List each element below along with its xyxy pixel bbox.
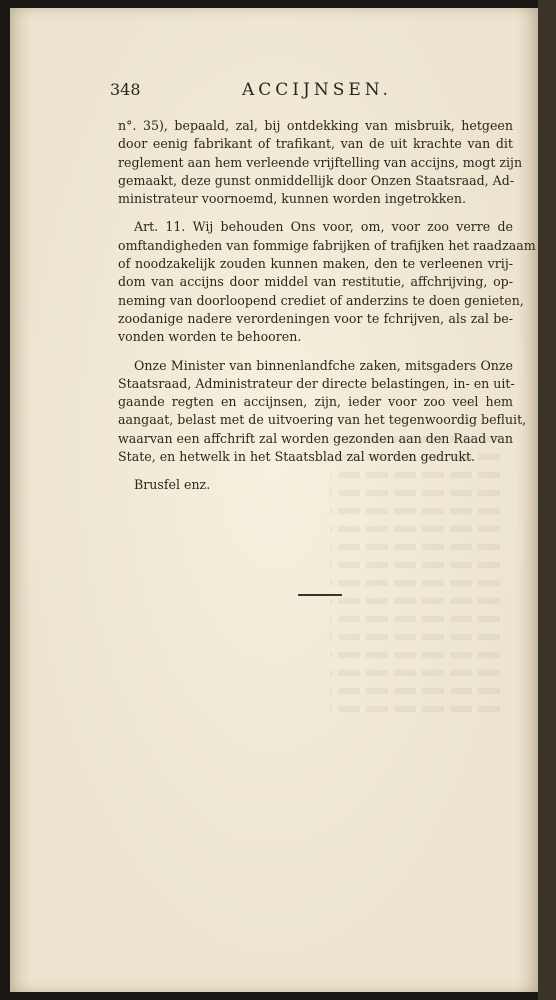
text-line: gaande regten en accijnsen, zijn, ieder voor zoo veel hem bbox=[118, 394, 513, 410]
closing-line: Brusfel enz. bbox=[134, 477, 211, 492]
scan-edge bbox=[538, 0, 556, 1000]
running-head: ACCIJNSEN. bbox=[242, 80, 392, 100]
paragraph-revocation bbox=[118, 117, 523, 208]
text-line: State, en hetwelk in het Staatsblad zal worden gedrukt. bbox=[118, 449, 476, 465]
text-line: omftandigheden van fommige fabrijken of trafijken het raadzaam bbox=[118, 237, 536, 253]
text-line: ministrateur voornoemd, kunnen worden ingetrokken. bbox=[118, 191, 466, 207]
text-line: Art. 11. Wij behouden Ons voor, om, voor zoo verre de bbox=[134, 219, 513, 235]
text-line: reglement aan hem verleende vrijftelling van accijns, mogt zijn bbox=[118, 154, 523, 170]
text-line: Onze Minister van binnenlandfche zaken, mitsgaders Onze bbox=[134, 357, 513, 373]
paragraph-article-11 bbox=[118, 218, 536, 346]
body-text bbox=[118, 117, 536, 476]
text-line: zoodanige nadere verordeningen voor te fchrijven, als zal be- bbox=[118, 310, 513, 326]
page-number: 348 bbox=[110, 80, 141, 99]
end-rule bbox=[298, 594, 342, 596]
text-line: dom van accijns door middel van restitutie, affchrijving, op- bbox=[118, 274, 513, 290]
text-line: of noodzakelijk zouden kunnen maken, den te verleenen vrij- bbox=[118, 256, 513, 272]
text-line: gemaakt, deze gunst onmiddellijk door Onzen Staatsraad, Ad- bbox=[118, 172, 515, 188]
text-line: Staatsraad, Administrateur der directe belastingen, in- en uit- bbox=[118, 375, 515, 391]
text-line: vonden worden te behooren. bbox=[118, 329, 302, 345]
text-line: n°. 35), bepaald, zal, bij ontdekking van misbruik, hetgeen bbox=[118, 118, 513, 133]
text-line: door eenig fabrikant of trafikant, van de uit krachte van dit bbox=[118, 136, 513, 152]
text-line: waarvan een affchrift zal worden gezonden aan den Raad van bbox=[118, 430, 513, 446]
paragraph-execution bbox=[118, 357, 527, 467]
text-line: neming van doorloopend crediet of anderzins te doen genieten, bbox=[118, 292, 524, 308]
text-line: aangaat, belast met de uitvoering van het tegenwoordig befluit, bbox=[118, 412, 527, 428]
